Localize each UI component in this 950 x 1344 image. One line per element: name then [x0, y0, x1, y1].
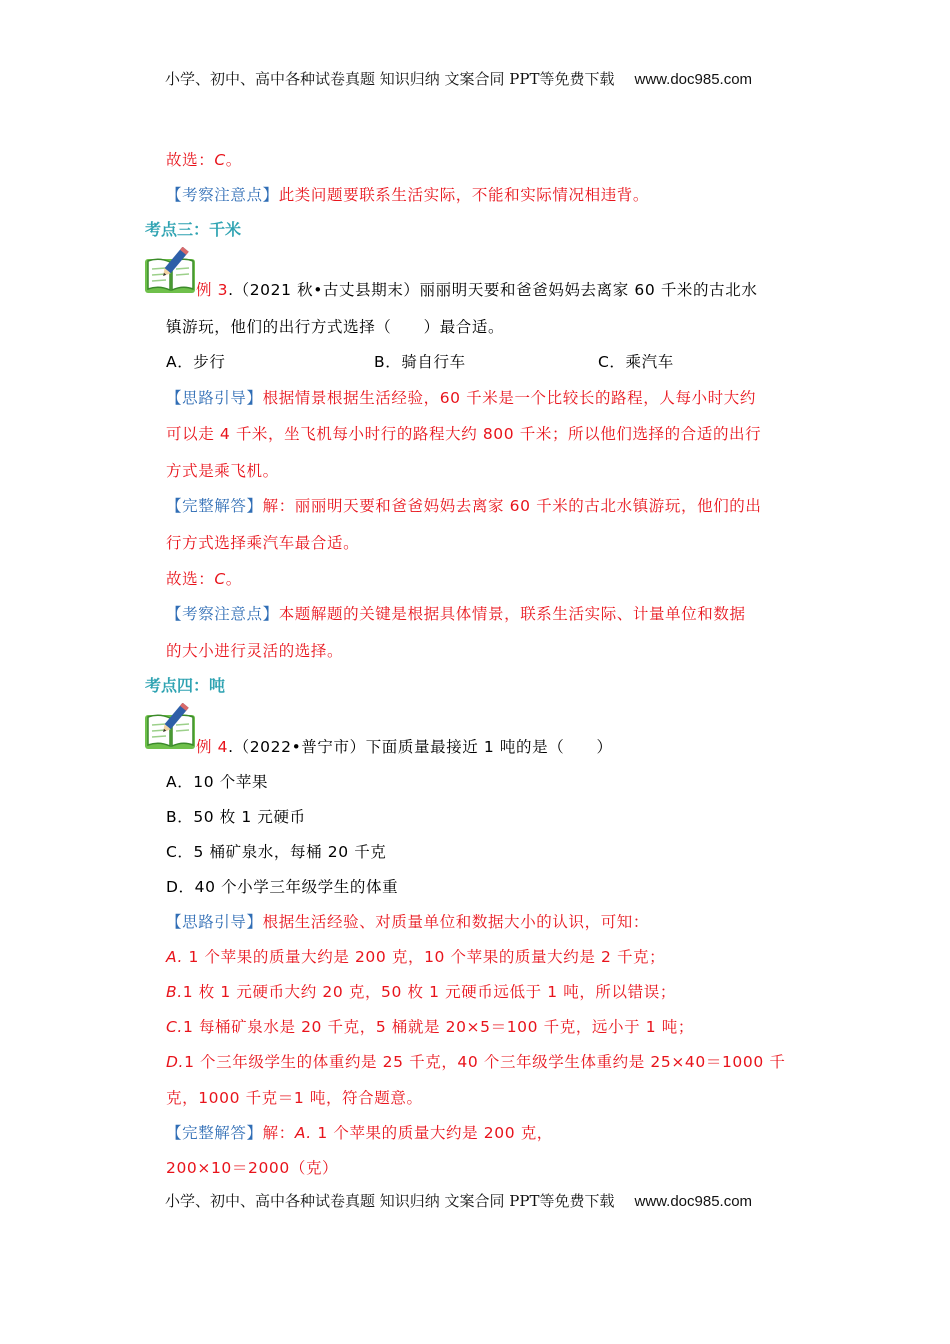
ex3-solution-tag: 【完整解答】	[166, 497, 263, 515]
analysis-a-letter: A.	[166, 948, 184, 966]
ex4-analysis-d	[166, 1050, 785, 1072]
ex4-hint-text: 根据生活经验、对质量单位和数据大小的认识，可知：	[262, 913, 650, 931]
ex4-hint-tag: 【思路引导】	[166, 913, 263, 931]
analysis-c-letter: C.	[166, 1018, 183, 1036]
ex4-option-a[interactable]: A．10 个苹果	[166, 773, 269, 791]
ex3-answer-letter: C	[214, 570, 226, 588]
ex4-solution-calc: 200×10＝2000（克）	[166, 1159, 339, 1177]
analysis-d-text: 1 个三年级学生的体重约是 25 千克，40 个三年级学生体重约是 25×40＝1000 千	[184, 1053, 786, 1071]
section-title-3: 考点三：千米	[145, 220, 242, 239]
ex4-analysis-b	[166, 980, 676, 1002]
ex4-option-b[interactable]: B．50 枚 1 元硬币	[166, 808, 306, 826]
ex4-solution-text: 1 个苹果的质量大约是 200 克，	[311, 1124, 553, 1142]
analysis-b-text: 1 枚 1 元硬币大约 20 克，50 枚 1 元硬币远低于 1 吨，所以错误；	[182, 983, 676, 1001]
ex3-note-line1	[166, 602, 746, 624]
book-pencil-icon	[143, 703, 199, 753]
ex3-note-text1: 本题解题的关键是根据具体情景，联系生活实际、计量单位和数据	[278, 605, 746, 623]
header-text: 小学、初中、高中各种试卷真题 知识归纳 文案合同 PPT等免费下载	[165, 70, 615, 88]
ex3-hint-line1	[166, 386, 756, 408]
ex3-solution-line1	[166, 494, 762, 516]
ex3-hint-text1: 根据情景根据生活经验，60 千米是一个比较长的路程，人每小时大约	[262, 389, 756, 407]
ex3-option-b[interactable]: B．骑自行车	[374, 353, 466, 371]
ex3-option-a[interactable]: A．步行	[166, 353, 226, 371]
ex3-question-line2: 镇游玩，他们的出行方式选择（ ）最合适。	[166, 318, 505, 336]
page-footer	[165, 1190, 752, 1211]
ex3-option-c[interactable]: C．乘汽车	[598, 353, 674, 371]
ex4-analysis-a	[166, 945, 665, 967]
ex3-answer-prefix: 故选：	[166, 570, 215, 588]
section-title-4: 考点四：吨	[145, 676, 226, 695]
book-pencil-icon	[143, 247, 199, 297]
analysis-a-text: 1 个苹果的质量大约是 200 克，10 个苹果的质量大约是 2 千克；	[183, 948, 666, 966]
ex4-label: 例 4	[196, 738, 229, 756]
ex4-option-d[interactable]: D．40 个小学三年级学生的体重	[166, 878, 399, 896]
footer-text: 小学、初中、高中各种试卷真题 知识归纳 文案合同 PPT等免费下载	[165, 1192, 615, 1210]
answer-prefix: 故选：	[166, 151, 215, 169]
ex4-question-line	[196, 735, 613, 757]
ex3-question-text1: .（2021 秋•古丈县期末）丽丽明天要和爸爸妈妈去离家 60 千米的古北水	[228, 281, 758, 299]
note-tag: 【考察注意点】	[166, 186, 279, 204]
ex4-solution-letter: A.	[294, 1124, 312, 1142]
ex3-solution-text1: 解：丽丽明天要和爸爸妈妈去离家 60 千米的古北水镇游玩，他们的出	[262, 497, 762, 515]
ex3-note-line2: 的大小进行灵活的选择。	[166, 642, 344, 660]
ex4-solution-prefix: 解：	[262, 1124, 295, 1142]
note-text: 此类问题要联系生活实际，不能和实际情况相违背。	[278, 186, 650, 204]
note-line-top	[166, 183, 649, 205]
ex3-label: 例 3	[196, 281, 229, 299]
ex4-analysis-d-line2: 克，1000 千克＝1 吨，符合题意。	[166, 1089, 423, 1107]
answer-line-top	[166, 148, 242, 170]
ex4-analysis-c	[166, 1015, 694, 1037]
ex3-question-line1	[196, 278, 757, 300]
ex4-solution-tag: 【完整解答】	[166, 1124, 263, 1142]
footer-site[interactable]: www.doc985.com	[634, 1193, 753, 1210]
analysis-b-letter: B.	[166, 983, 183, 1001]
page-header	[165, 68, 752, 89]
answer-end: 。	[225, 151, 242, 169]
ex4-option-c[interactable]: C．5 桶矿泉水，每桶 20 千克	[166, 843, 387, 861]
ex3-hint-line3: 方式是乘飞机。	[166, 462, 279, 480]
ex3-answer-line	[166, 567, 242, 589]
ex3-hint-line2: 可以走 4 千米，坐飞机每小时行的路程大约 800 千米；所以他们选择的合适的出行	[166, 425, 762, 443]
answer-letter: C	[214, 151, 226, 169]
ex4-hint-line	[166, 910, 649, 932]
header-site[interactable]: www.doc985.com	[634, 71, 753, 88]
ex3-note-tag: 【考察注意点】	[166, 605, 279, 623]
analysis-c-text: 1 每桶矿泉水是 20 千克，5 桶就是 20×5＝100 千克，远小于 1 吨；	[182, 1018, 694, 1036]
ex4-solution-line	[166, 1121, 553, 1143]
ex4-question-text: .（2022•普宁市）下面质量最接近 1 吨的是（ ）	[228, 738, 613, 756]
ex3-solution-line2: 行方式选择乘汽车最合适。	[166, 534, 360, 552]
ex3-answer-end: 。	[225, 570, 242, 588]
analysis-d-letter: D.	[166, 1053, 185, 1071]
ex3-options	[166, 350, 674, 372]
ex3-hint-tag: 【思路引导】	[166, 389, 263, 407]
